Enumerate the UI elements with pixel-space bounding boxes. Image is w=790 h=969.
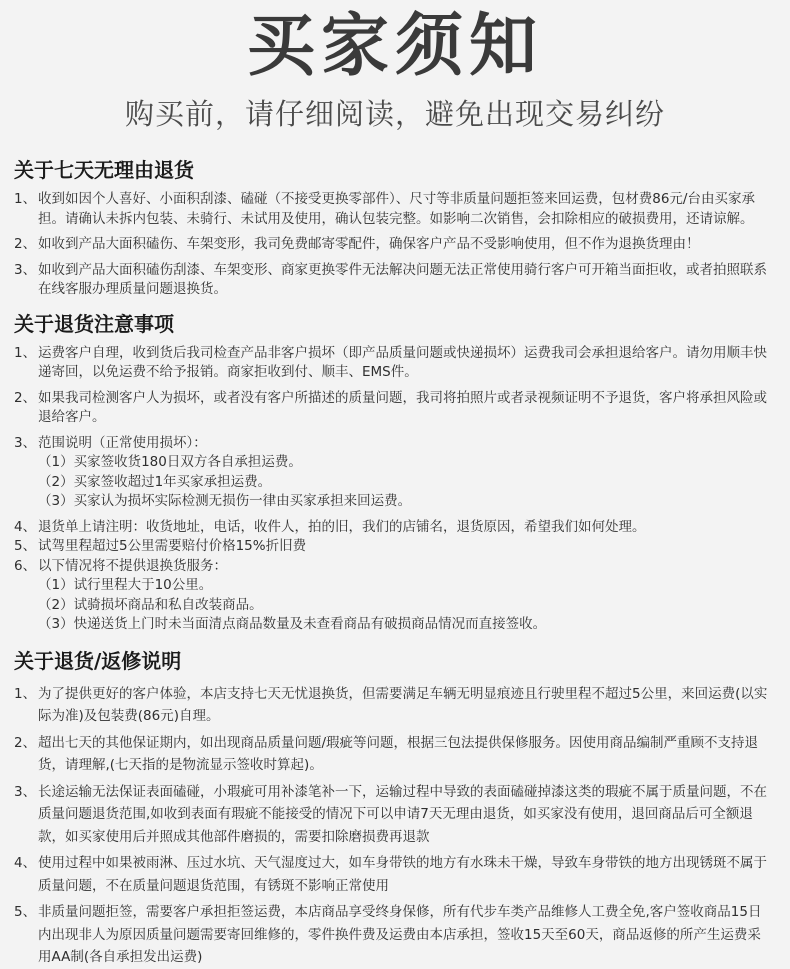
sub-item: （3） 买家认为损坏实际检测无损伤一律由买家承担来回运费。 — [38, 493, 412, 509]
list-item: 5、 非质量问题拒签，需要客户承担拒签运费，本店商品享受终身保修，所有代步车类产品维修人工费全免,客户签收商品15日内出现非人为原因质量问题需要寄回维修的，零件换件费及运费由本店承担，签收15天至60天，商品返修的所产生运费采用AA制(各自承担发出运费) — [14, 904, 762, 965]
list-item: 4、 退货单上请注明：收货地址，电话，收件人，拍的旧，我们的店铺名，退货原因，希望我们如何处理。 — [14, 518, 646, 535]
list-item: 6、 以下情况将不提供退换货服务： — [14, 557, 227, 574]
list-item: 3、 如收到产品大面积磕伤刮漆、车架变形、商家更换零件无法解决问题无法正常使用骑行客户可开箱当面拒收，或者拍照联系在线客服办理质量问题退换货。 — [14, 261, 767, 297]
list-item: 2、 如果我司检测客户人为损坏，或者没有客户所描述的质量问题，我司将拍照片或者录视频证明不予退货，客户将承担风险或退给客户。 — [14, 389, 767, 425]
sub-item: （2） 买家签收超过1年买家承担运费。 — [38, 473, 272, 490]
list-item: 2、 超出七天的其他保证期内，如出现商品质量问题/瑕疵等问题，根据三包法提供保修服务。因使用商品编制严重顾不支持退货，请理解,(七天指的是物流显示签收时算起)。 — [14, 734, 759, 773]
list-item: 1、 运费客户自理，收到货后我司检查产品非客户损坏（即产品质量问题或快递损坏）运费我司会承担退给客户。请勿用顺丰快递寄回，以免运费不给予报销。商家拒收到付、顺丰、EMS件。 — [14, 344, 767, 380]
sub-item: （1） 买家签收货180日双方各自承担运费。 — [38, 454, 302, 470]
sub-item: （2） 试骑损坏商品和私自改装商品。 — [38, 596, 263, 613]
section-title: 关于退货注意事项 — [14, 311, 174, 336]
sub-item: （3） 快递送货上门时未当面清点商品数量及未查看商品有破损商品情况而直接签收。 — [38, 616, 547, 632]
list-item: 5、 试驾里程超过5公里需要赔付价格15%折旧费 — [14, 538, 307, 554]
list-item: 3、 范围说明（正常使用损坏）： — [14, 434, 207, 451]
page-subtitle: 购买前，请仔细阅读，避免出现交易纠纷 — [124, 97, 665, 131]
section-title: 关于退货/返修说明 — [14, 648, 182, 673]
list-item: 1、 为了提供更好的客户体验，本店支持七天无忧退换货，但需要满足车辆无明显痕迹且行驶里程不超过5公里，来回运费(以实际为准)及包装费(86元)自理。 — [14, 685, 768, 724]
list-item: 1、 收到如因个人喜好、小面积刮漆、磕碰（不接受更换零部件）、尺寸等非质量问题拒签来回运费，包材费86元/台由买家承担。请确认未拆内包装、未骑行、未试用及使用，确认包装完整。如影响二次销售，会扣除相应的破损费用，还请谅解。 — [14, 191, 755, 227]
list-item: 2、 如收到产品大面积磕伤、车架变形，我司免费邮寄零配件，确保客户产品不受影响使用，但不作为退换货理由！ — [14, 236, 700, 252]
section-return-notes — [0, 310, 790, 635]
list-item: 3、 长途运输无法保证表面磕碰，小瑕疵可用补漆笔补一下，运输过程中导致的表面磕碰掉漆这类的瑕疵不属于质量问题，不在质量问题退货范围,如收到表面有瑕疵不能接受的情况下可以申请7天无理由退货，如买家没有使用，退回商品后可全额退款，如买家使用后并照成其他部件磨损的，需要扣除磨损费再退款 — [14, 783, 767, 845]
sub-item: （1） 试行里程大于10公里。 — [38, 577, 213, 593]
page-title: 买家须知 — [246, 7, 543, 86]
section-title: 关于七天无理由退货 — [14, 158, 194, 182]
list-item: 4、 使用过程中如果被雨淋、压过水坑、天气湿度过大，如车身带铁的地方有水珠未干燥，导致车身带铁的地方出现锈斑不属于质量问题，不在质量问题退货范围，有锈斑不影响正常使用 — [14, 855, 767, 894]
section-seven-day-return — [0, 156, 790, 300]
section-return-repair — [0, 647, 790, 969]
